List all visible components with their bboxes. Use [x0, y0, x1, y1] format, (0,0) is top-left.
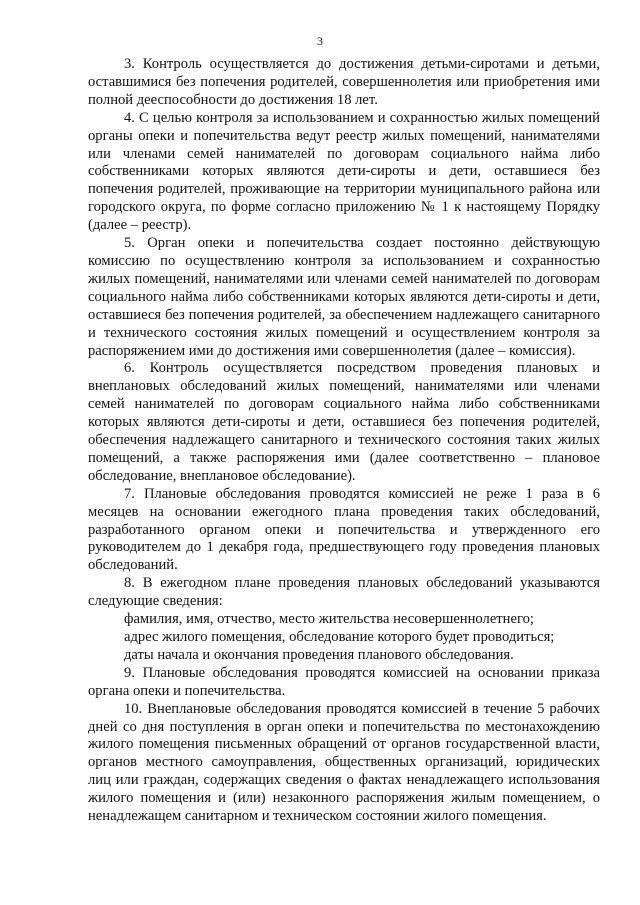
list-item-address: адрес жилого помещения, обследование которого будет проводиться; [124, 629, 555, 645]
document-body [88, 56, 600, 826]
paragraph-3: 3. Контроль осуществляется до достижения детьми-сиротами и детьми, оставшимися без попечения родителей, совершеннолетия или приобретения ими полной дееспособности до достижения 18 лет. [88, 56, 600, 108]
paragraph-7: 7. Плановые обследования проводятся комиссией не реже 1 раза в 6 месяцев на основании ежегодного плана проведения таких обследований, разработанного органом опеки и попечительства и утвержденного его руководителем до 1 декабря года, предшествующего году проведения плановых обследований. [88, 485, 600, 574]
paragraph-9: 9. Плановые обследования проводятся комиссией на основании приказа органа опеки и попечительства. [88, 664, 600, 699]
paragraph-10: 10. Внеплановые обследования проводятся комиссией в течение 5 рабочих дней со дня поступления в орган опеки и попечительства по местонахождению жилого помещения письменных обращений от органов государственной власти, органов местного самоуправления, общественных организаций, юридических лиц или граждан, содержащих сведения о фактах ненадлежащего использования жилого помещения и (или) незаконного распоряжения жилым помещением, о ненадлежащем санитарном и техническом состоянии жилого помещения. [88, 700, 600, 825]
list-item-dates: даты начала и окончания проведения планового обследования. [124, 646, 514, 663]
page-number: 3 [317, 34, 323, 48]
paragraph-4: 4. С целью контроля за использованием и сохранностью жилых помещений органы опеки и попечительства ведут реестр жилых помещений, нанимателями или членами семей нанимателей по договорам социального найма либо собственниками которых являются дети-сироты и дети, оставшиеся без попечения родителей, проживающие на территории муниципального района или городского округа, по форме согласно приложению № 1 к настоящему Порядку (далее – реестр). [88, 109, 600, 234]
list-item-fio: фамилия, имя, отчество, место жительства несовершеннолетнего; [124, 611, 534, 628]
paragraph-8: 8. В ежегодном плане проведения плановых обследований указываются следующие сведения: [88, 575, 600, 610]
paragraph-6: 6. Контроль осуществляется посредством проведения плановых и внеплановых обследований жилых помещений, нанимателями или членами семей нанимателей по договорам социального найма либо собственниками которых являются дети-сироты и дети, оставшиеся без попечения родителей, обеспечения надлежащего санитарного и технического состояния таких жилых помещений, а также распоряжения ими (далее соответственно – плановое обследование, внеплановое обследование). [88, 360, 600, 484]
paragraph-5: 5. Орган опеки и попечительства создает постоянно действующую комиссию по осуществлению контроля за использованием и сохранностью жилых помещений, нанимателями или членами семей нанимателей по договорам социального найма либо собственниками которых являются дети-сироты и дети, оставшиеся без попечения родителей, за обеспечением надлежащего санитарного и технического состояния жилых помещений и осуществлением контроля за распоряжением ими до достижения ими совершеннолетия (далее – комиссия). [88, 235, 600, 359]
